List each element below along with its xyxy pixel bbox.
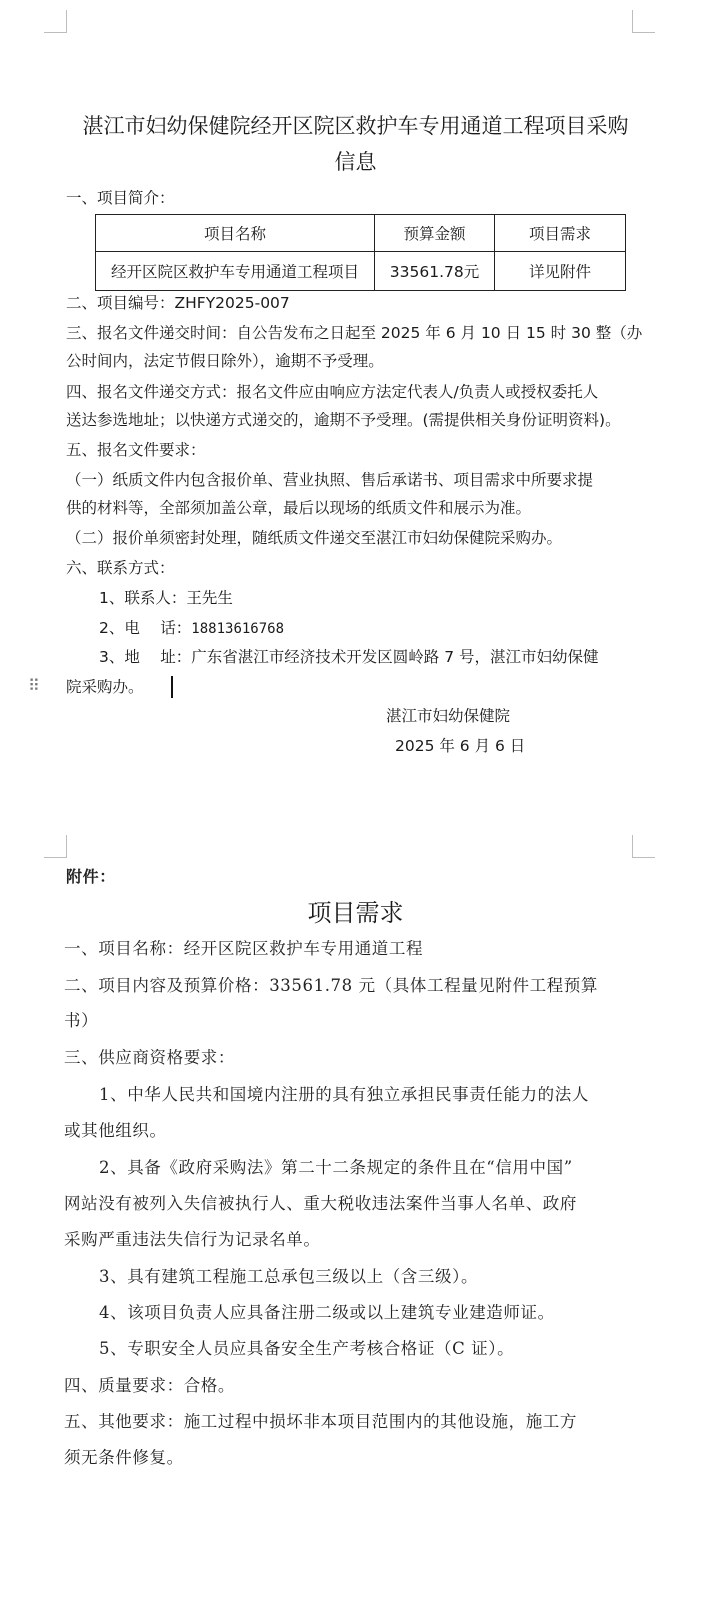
table-cell: 33561.78元 xyxy=(375,252,495,291)
crop-mark-top-right xyxy=(632,835,655,858)
section-3-line-2: 公时间内，法定节假日除外），逾期不予受理。 xyxy=(66,352,384,370)
table-header-cell: 预算金额 xyxy=(375,215,495,252)
section-4-line-1: 四、报名文件递交方式：报名文件应由响应方法定代表人/负责人或授权委托人 xyxy=(66,383,599,401)
attachment-label: 附件： xyxy=(66,867,116,886)
req-project-name: 一、项目名称：经开区院区救护车专用通道工程 xyxy=(64,939,424,958)
section-6-label: 六、联系方式： xyxy=(66,559,175,577)
contact-address-line-1: 3、地 址：广东省湛江市经济技术开发区圆岭路 7 号，湛江市妇幼保健 xyxy=(99,648,599,666)
req-qualification-3: 3、具有建筑工程施工总承包三级以上（含三级）。 xyxy=(99,1267,479,1286)
req-qualification-2-line-2: 网站没有被列入失信被执行人、重大税收违法案件当事人名单、政府 xyxy=(64,1194,577,1213)
table-header-cell: 项目名称 xyxy=(96,215,375,252)
signature-date: 2025 年 6 月 6 日 xyxy=(395,737,526,755)
section-2-project-number: 二、项目编号：ZHFY2025-007 xyxy=(66,294,290,312)
req-other-line-1: 五、其他要求：施工过程中损坏非本项目范围内的其他设施，施工方 xyxy=(64,1412,577,1431)
document-title-line-1: 湛江市妇幼保健院经开区院区救护车专用通道工程项目采购 xyxy=(82,114,629,138)
req-other-line-2: 须无条件修复。 xyxy=(64,1448,184,1467)
project-info-table xyxy=(95,214,626,291)
req-content-price-line-2: 书） xyxy=(64,1011,99,1030)
signature-organization: 湛江市妇幼保健院 xyxy=(386,707,511,725)
table-cell: 详见附件 xyxy=(495,252,626,291)
req-qualification-2-line-3: 采购严重违法失信行为记录名单。 xyxy=(64,1230,321,1249)
contact-phone-value: 18813616768 xyxy=(191,621,285,637)
req-qualification-4: 4、该项目负责人应具备注册二级或以上建筑专业建造师证。 xyxy=(99,1303,555,1322)
section-5-item-2: （二）报价单须密封处理，随纸质文件递交至湛江市妇幼保健院采购办。 xyxy=(66,529,563,547)
contact-person: 1、联系人：王先生 xyxy=(99,589,233,607)
table-header-row xyxy=(96,215,626,252)
section-5-item-1-line-2: 供的材料等，全部须加盖公章，最后以现场的纸质文件和展示为准。 xyxy=(66,499,532,517)
section-5-label: 五、报名文件要求： xyxy=(66,441,206,459)
table-row xyxy=(96,252,626,291)
req-qualification-1-line-2: 或其他组织。 xyxy=(64,1121,167,1140)
crop-mark-top-left xyxy=(44,10,67,33)
req-content-price-line-1: 二、项目内容及预算价格：33561.78 元（具体工程量见附件工程预算 xyxy=(64,976,598,995)
text-cursor xyxy=(171,676,173,698)
contact-address-line-2: 院采购办。 xyxy=(66,678,144,696)
section-1-label: 一、项目简介： xyxy=(66,189,175,207)
contact-phone xyxy=(99,618,284,639)
contact-phone-label: 2、电 话： xyxy=(99,619,192,637)
table-cell: 经开区院区救护车专用通道工程项目 xyxy=(96,252,375,291)
req-qualification-1-line-1: 1、中华人民共和国境内注册的具有独立承担民事责任能力的法人 xyxy=(99,1085,589,1104)
req-supplier-qualifications-label: 三、供应商资格要求： xyxy=(64,1048,235,1067)
document-title-line-2: 信息 xyxy=(334,150,377,174)
table-header-cell: 项目需求 xyxy=(495,215,626,252)
crop-mark-top-left xyxy=(44,835,67,858)
section-3-line-1: 三、报名文件递交时间：自公告发布之日起至 2025 年 6 月 10 日 15 时 30 整（办 xyxy=(66,324,643,342)
req-quality: 四、质量要求：合格。 xyxy=(64,1376,235,1395)
req-qualification-2-line-1: 2、具备《政府采购法》第二十二条规定的条件且在“信用中国” xyxy=(99,1158,573,1177)
section-4-line-2: 送达参选地址；以快递方式递交的，逾期不予受理。(需提供相关身份证明资料)。 xyxy=(66,411,621,429)
requirements-title: 项目需求 xyxy=(307,899,404,927)
document-page-2 xyxy=(0,840,711,1600)
section-5-item-1-line-1: （一）纸质文件内包含报价单、营业执照、售后承诺书、项目需求中所要求提 xyxy=(66,471,594,489)
drag-handle-icon[interactable]: ⠿ xyxy=(28,676,38,695)
crop-mark-top-right xyxy=(632,10,655,33)
req-qualification-5: 5、专职安全人员应具备安全生产考核合格证（C 证）。 xyxy=(99,1339,515,1358)
